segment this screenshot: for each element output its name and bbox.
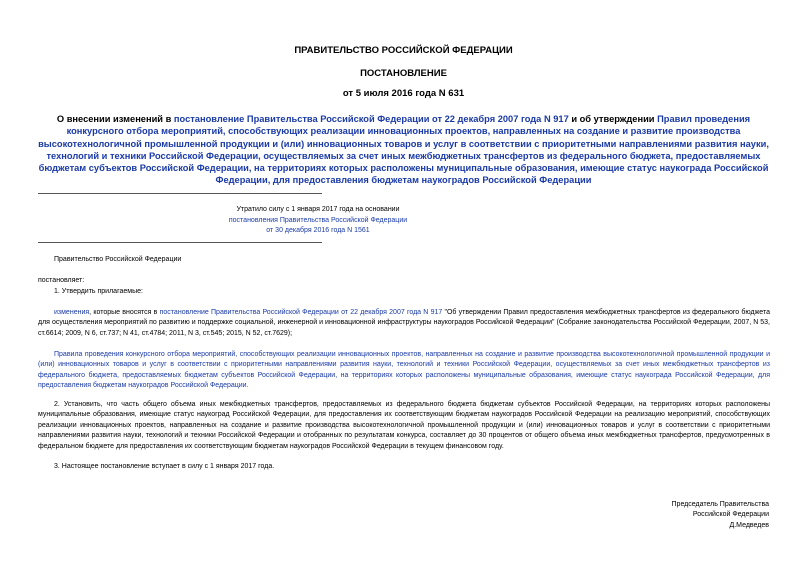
title-link-rules[interactable]: Правил проведения конкурсного отбора мероприятий, способствующих реализации инновационных проектов, направленных на создание и развитие производства высокотехнологичной промышленной продукции и (или) инновационных товаров и услуг в соответствии с приоритетными направлениями развития науки, технологий и техники Российской Федерации, осуществляемых за счет иных межбюджетных трансфертов из федерального бюджета, предоставляемых бюджетам субъектов Российской Федерации, на территориях которых расположены муниципальные образования, имеющие статус наукограда Российской Федерации, для предоставления бюджетам наукоградов Российской Федерации	[38, 114, 769, 186]
signature-name: Д.Медведев	[729, 521, 769, 529]
changes-text: , которые вносятся в	[89, 309, 160, 316]
divider-bottom	[38, 242, 322, 243]
changes-text: (Собрание законодательства Российской Федерации, 2007, N 53, ст.6614; 2009, N 6, ст.737; N 41, ст.4784; 2011, N 3, ст.545; 2015, N 52, ст.7629);	[38, 319, 770, 337]
government-line: Правительство Российской Федерации	[54, 256, 182, 263]
signature-block	[569, 500, 769, 531]
changes-link[interactable]: изменения	[54, 309, 90, 316]
item-3: 3. Настоящее постановление вступает в силу с 1 января 2017 года.	[54, 463, 275, 470]
government-heading: ПРАВИТЕЛЬСТВО РОССИЙСКОЙ ФЕДЕРАЦИИ	[294, 45, 513, 56]
rules-paragraph	[38, 350, 770, 392]
signature-org: Российской Федерации	[692, 511, 769, 519]
title-link-resolution-917[interactable]: постановление Правительства Российской Федерации от 22 декабря 2007 года N 917	[173, 114, 569, 124]
item-2: 2. Установить, что часть общего объема иных межбюджетных трансфертов, предоставляемых из федерального бюджета бюджетам субъектов Российской Федерации, на территориях которых расположены муниципальные образования, имеющие статус наукоград Российской Федерации, для предоставления их соответствующим бюджетам наукоградов Российской Федерации на реализацию мероприятий, способствующих реализации инновационных проектов, направленных на создание и развитие производства высокотехнологичной промышленной продукции и (или) инновационных товаров и услуг в соответствии с приоритетными направлениями развития науки, технологий и техники Российской Федерации и отобранных по результатам конкурса, составляет до 30 процентов от общего объема иных межбюджетных трансфертов, предусмотренных в федеральном бюджете для предоставления их соответствующим бюджетам наукоградов Российской Федерации в текущем финансовом году.	[38, 401, 770, 450]
document-title	[30, 113, 777, 187]
lost-force-link[interactable]: от 30 декабря 2016 года N 1561	[266, 227, 370, 235]
title-text: и об утверждении	[568, 114, 658, 124]
decrees-line: постановляет:	[38, 277, 85, 284]
changes-paragraph	[38, 308, 770, 339]
lost-force-link[interactable]: постановления Правительства Российской Федерации	[228, 216, 408, 224]
divider-top	[38, 193, 322, 194]
lost-force-note	[38, 205, 598, 237]
item-1: 1. Утвердить прилагаемые:	[54, 288, 143, 295]
title-text: О внесении изменений в	[56, 114, 174, 124]
resolution-917-link[interactable]: постановление Правительства Российской Федерации от 22 декабря 2007 года N 917	[159, 309, 443, 316]
changes-text: "Об утверждении Правил предоставления межбюджетных трансфертов из федерального бюджета для осуществления мероприятий по развитию и поддержке социальной, инженерной и инновационной инфраструктуры наукоградов Российской Федерации"	[38, 309, 770, 327]
lost-force-line: Утратило силу с 1 января 2017 года на основании	[236, 206, 400, 213]
signature-title: Председатель Правительства	[671, 501, 769, 508]
document-date-number: от 5 июля 2016 года N 631	[342, 88, 465, 99]
document-type-heading: ПОСТАНОВЛЕНИЕ	[360, 68, 447, 79]
rules-link[interactable]: Правила проведения конкурсного отбора мероприятий, способствующих реализации инновационных проектов, направленных на создание и развитие производства высокотехнологичной промышленной продукции и (или) инновационных товаров и услуг в соответствии с приоритетными направлениями развития науки, технологий и техники Российской Федерации, осуществляемых за счет иных межбюджетных трансфертов из федерального бюджета, предоставляемых бюджетам субъектов Российской Федерации, на территориях которых расположены муниципальные образования, имеющие статус наукограда Российской Федерации, для предоставления бюджетам наукоградов Российской Федерации.	[38, 351, 770, 390]
